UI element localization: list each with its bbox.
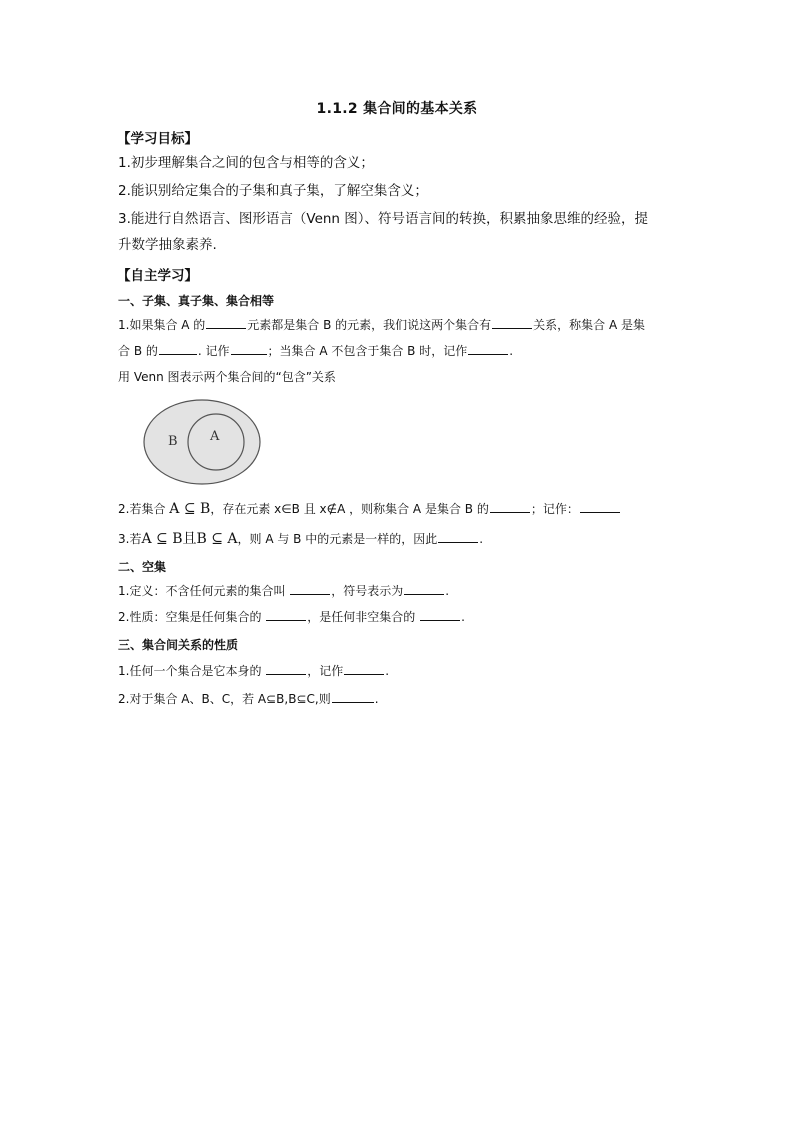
part3-heading: 三、集合间关系的性质 (118, 638, 239, 652)
goal-item-3: 3.能进行自然语言、图形语言（Venn 图）、符号语言间的转换，积累抽象思维的经验，提 (118, 211, 649, 227)
self-study-heading: 【自主学习】 (117, 268, 198, 284)
blank-field[interactable] (438, 530, 478, 543)
blank-field[interactable] (290, 582, 330, 595)
page-title: 1.1.2 集合间的基本关系 (316, 101, 478, 117)
q2-math: A ⊆ B (169, 501, 211, 517)
q3-text-c: . (479, 532, 484, 546)
q2-text-a: 2.若集合 (118, 502, 166, 516)
p2q2-text-a: 2.性质：空集是任何集合的 (118, 610, 262, 624)
q3-text-a: 3.若 (118, 532, 142, 546)
blank-field[interactable] (404, 582, 444, 595)
q2-text-b: ，存在元素 x∈B 且 x∉A ，则称集合 A 是集合 B 的 (210, 502, 489, 516)
goal-item-1: 1.初步理解集合之间的包含与相等的含义； (118, 155, 374, 171)
blank-field[interactable] (468, 342, 508, 355)
q1-text-b: 元素都是集合 B 的元素，我们说这两个集合有 (247, 318, 492, 332)
q1-text-f: ；当集合 A 不包含于集合 B 时，记作 (267, 344, 468, 358)
venn-caption: 用 Venn 图表示两个集合间的“包含”关系 (118, 370, 336, 384)
blank-field[interactable] (159, 342, 197, 355)
p2q2-text-c: . (461, 610, 465, 624)
part2-heading: 二、空集 (118, 560, 167, 574)
blank-field[interactable] (266, 662, 306, 675)
part1-heading: 一、子集、真子集、集合相等 (118, 294, 275, 308)
goals-heading: 【学习目标】 (117, 131, 198, 147)
blank-field[interactable] (580, 500, 620, 513)
p2q1-text-b: ，符号表示为 (331, 584, 404, 598)
q1-text-a: 1.如果集合 A 的 (118, 318, 206, 332)
part2-q2 (118, 604, 678, 630)
p3q1-text-a: 1.任何一个集合是它本身的 (118, 664, 262, 678)
blank-field[interactable] (231, 342, 267, 355)
blank-field[interactable] (332, 690, 374, 703)
q3-text-b: ，则 A 与 B 中的元素是一样的，因此 (237, 532, 438, 546)
blank-field[interactable] (492, 316, 532, 329)
p2q1-text-a: 1.定义：不含任何元素的集合叫 (118, 584, 286, 598)
p3q2-text-c: . (374, 692, 379, 706)
goal-item-3-cont: 升数学抽象素养. (118, 237, 217, 253)
p2q2-text-b: ，是任何非空集合的 (307, 610, 416, 624)
q1-text-d: 合 B 的 (118, 344, 158, 358)
q1-text-c: 关系，称集合 A 是集 (533, 318, 646, 332)
venn-diagram (140, 395, 265, 489)
p2q1-text-c: . (445, 584, 450, 598)
venn-label-b: B (168, 434, 178, 449)
q1-text-e: . 记作 (197, 344, 230, 358)
blank-field[interactable] (344, 662, 384, 675)
p3q1-text-b: ，记作 (307, 664, 344, 678)
venn-label-a: A (210, 429, 220, 444)
blank-field[interactable] (490, 500, 530, 513)
part1-q3 (118, 526, 678, 552)
part3-q2 (118, 686, 678, 712)
goal-item-2: 2.能识别给定集合的子集和真子集，了解空集含义； (118, 183, 428, 199)
p3q1-text-c: . (385, 664, 390, 678)
part1-q1-line1 (118, 312, 678, 338)
blank-field[interactable] (206, 316, 246, 329)
blank-field[interactable] (266, 608, 306, 621)
part1-q1-line2 (118, 338, 678, 364)
part3-q1 (118, 658, 678, 684)
p3q2-text-a: 2.对于集合 A、B、C，若 A⊆B,B⊆C,则 (118, 692, 331, 706)
blank-field[interactable] (420, 608, 460, 621)
part2-q1 (118, 578, 678, 604)
part1-q2 (118, 496, 678, 522)
q3-math: A ⊆ B且B ⊆ A (141, 531, 238, 547)
q2-text-c: ；记作： (530, 502, 579, 516)
q1-text-g: . (509, 344, 514, 358)
